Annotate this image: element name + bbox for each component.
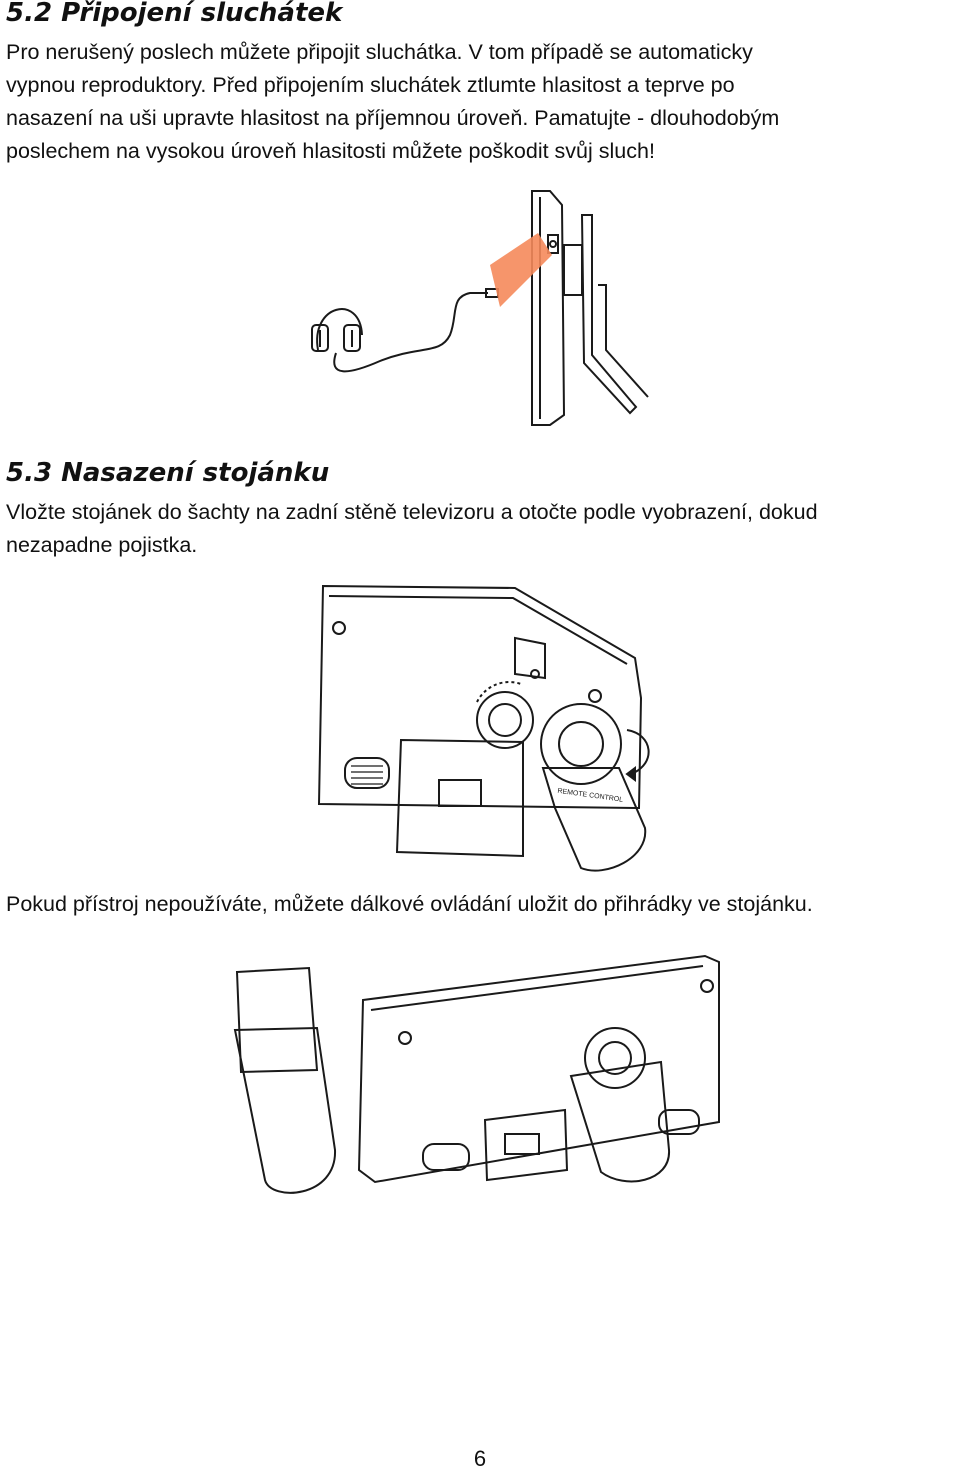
stand-socket xyxy=(585,1028,645,1088)
remote-storage-figure xyxy=(225,950,730,1205)
section-heading-5-2: 5.2 Připojení sluchátek xyxy=(6,0,343,28)
stand-instructions xyxy=(6,496,818,562)
text-line: Pro nerušený poslech můžete připojit sluchátka. V tom případě se automaticky xyxy=(6,40,753,64)
text-line: Pokud přístroj nepoužíváte, můžete dálkové ovládání uložit do přihrádky ve stojánku. xyxy=(6,892,813,916)
headphones-icon xyxy=(317,309,362,350)
section-heading-5-3: 5.3 Nasazení stojánku xyxy=(6,458,330,488)
rear-cover xyxy=(397,740,523,856)
text-line: poslechem na vysokou úroveň hlasitosti můžete poškodit svůj sluch! xyxy=(6,139,655,163)
stand-attach-figure xyxy=(305,578,665,878)
rotate-arrow-icon xyxy=(627,730,649,774)
storage-note xyxy=(6,888,813,921)
text-line: nezapadne pojistka. xyxy=(6,533,198,557)
page-number: 6 xyxy=(473,1446,487,1471)
remote-control-label: REMOTE CONTROL xyxy=(556,787,624,804)
stand-leg xyxy=(543,768,645,871)
tv-side-view xyxy=(532,191,564,425)
text-line: Vložte stojánek do šachty na zadní stěně televizoru a otočte podle vyobrazení, dokud xyxy=(6,500,818,524)
stand-side-view xyxy=(564,245,582,295)
arrow-icon xyxy=(490,233,552,307)
text-line: vypnou reproduktory. Před připojením sluchátek ztlumte hlasitost a teprve po xyxy=(6,73,735,97)
stand-socket xyxy=(477,692,533,748)
stand-leg xyxy=(571,1062,669,1181)
headphones-connection-figure xyxy=(300,185,660,430)
text-line: nasazení na uši upravte hlasitost na příjemnou úroveň. Pamatujte - dlouhodobým xyxy=(6,106,780,130)
tv-back-panel xyxy=(319,586,641,808)
stand-with-remote xyxy=(237,968,317,1072)
headphone-cable xyxy=(334,293,488,371)
headphones-instructions xyxy=(6,36,779,168)
